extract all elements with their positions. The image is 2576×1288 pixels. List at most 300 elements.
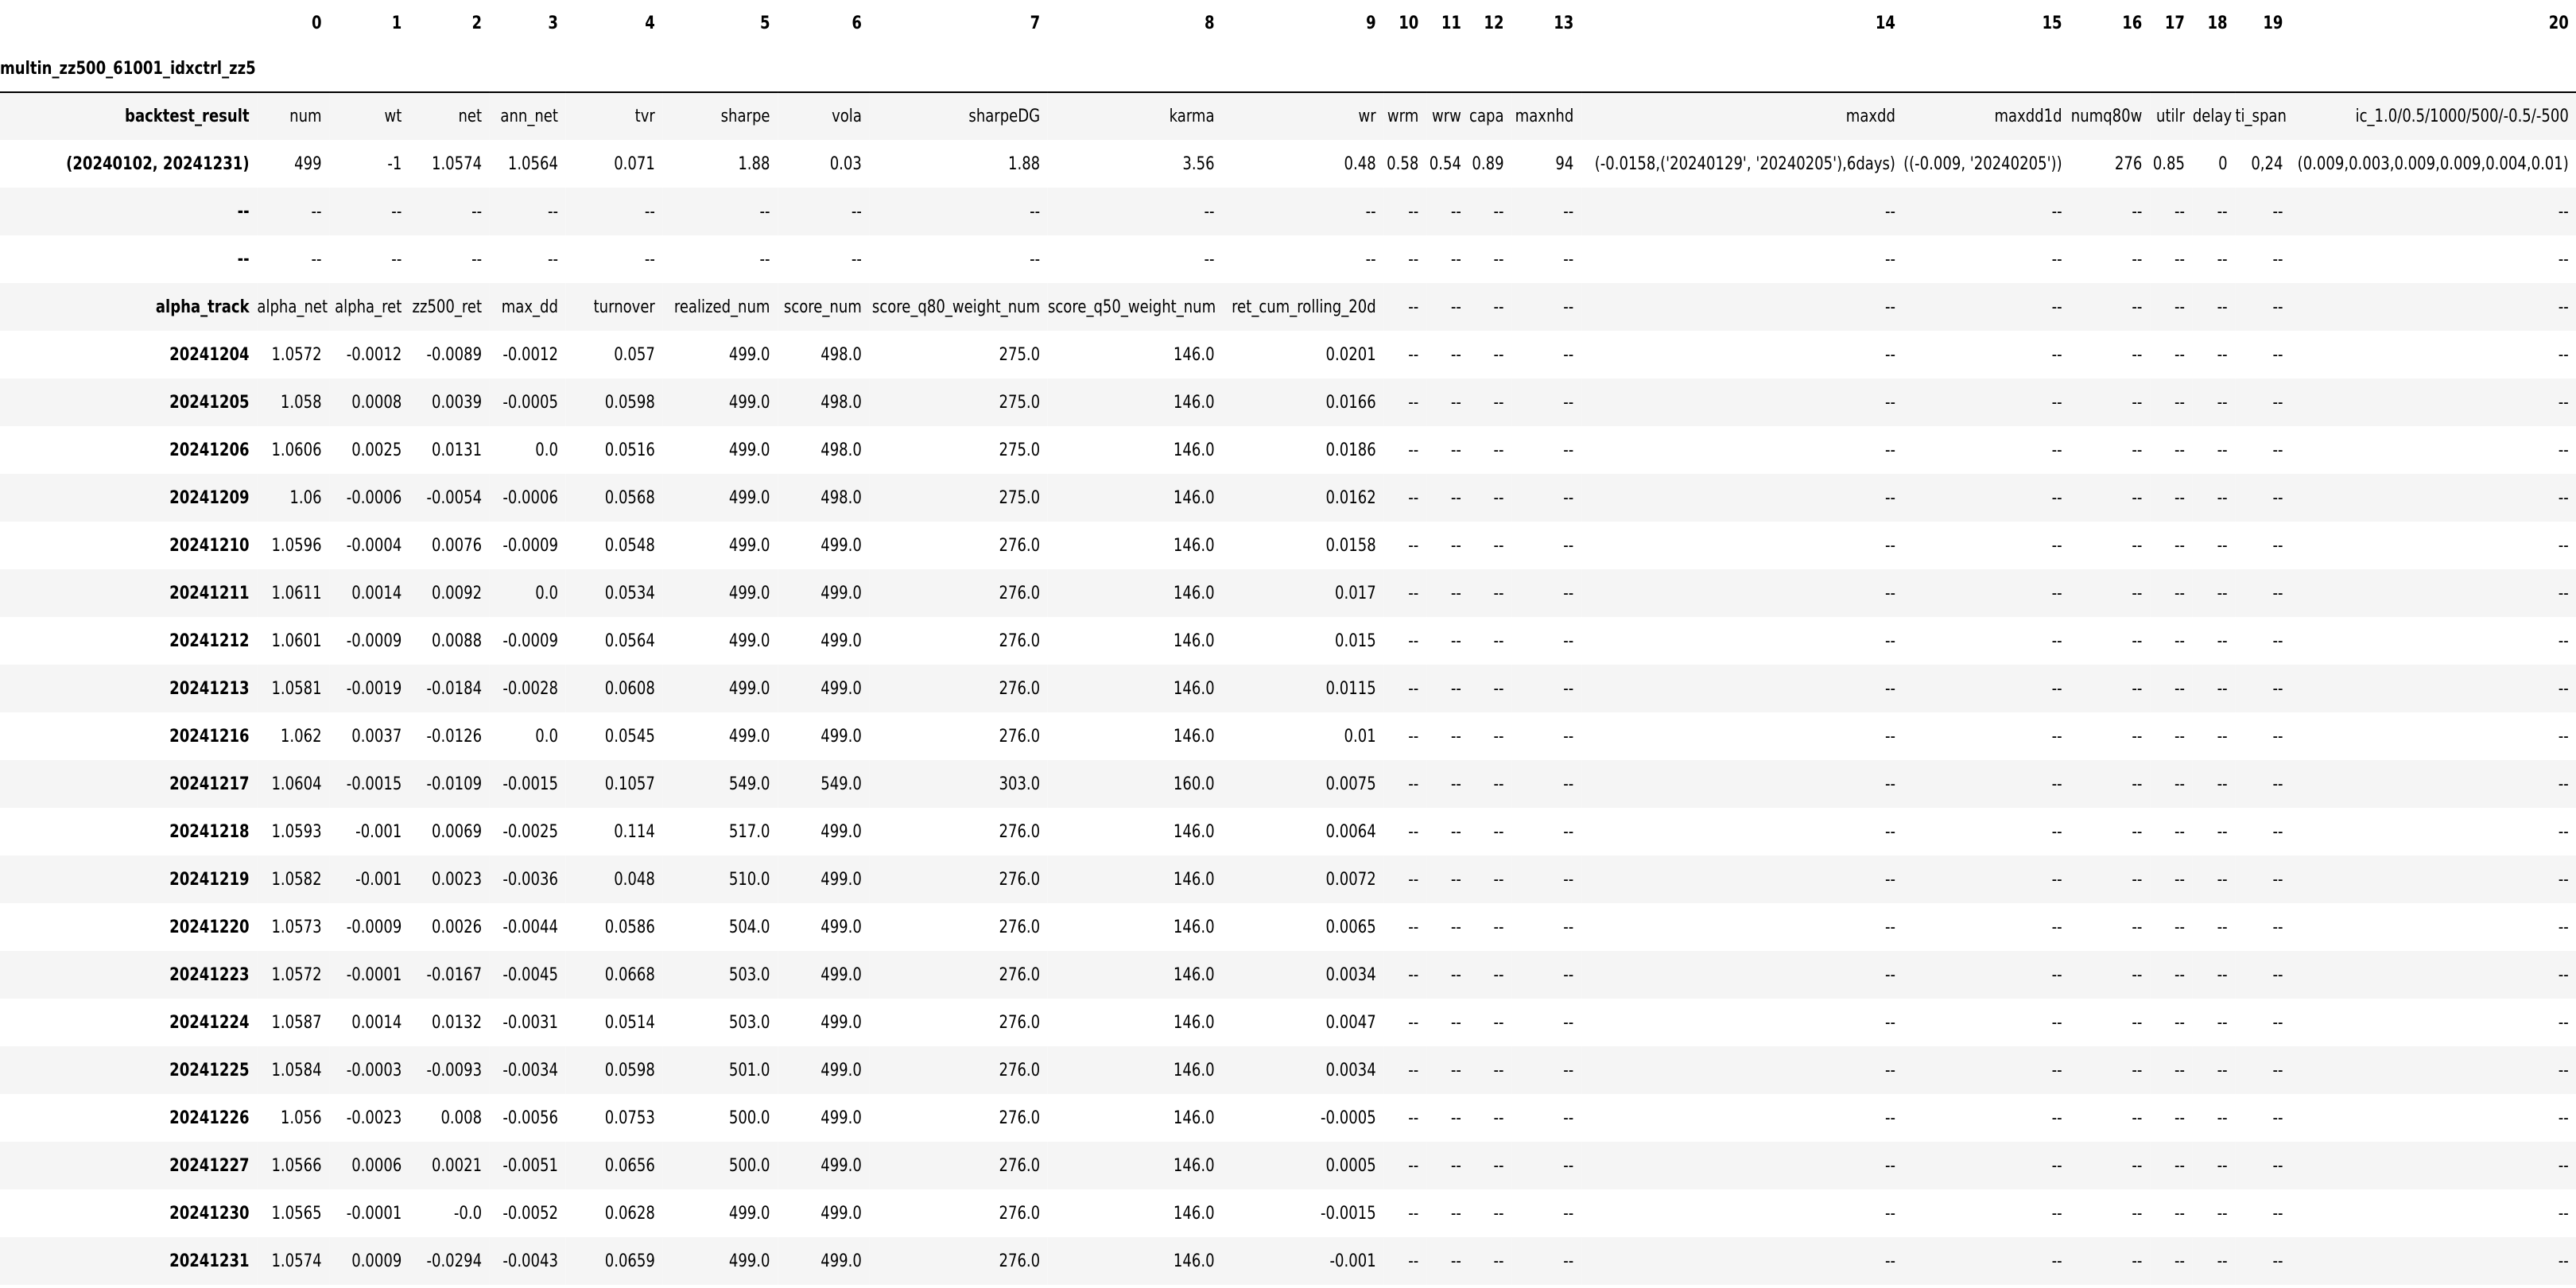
table-cell: --	[1884, 821, 1895, 842]
table-cell: 1.058	[280, 392, 322, 413]
table-cell: 1.06	[289, 487, 322, 508]
table-cell: --	[1493, 440, 1504, 460]
table-cell: 504.0	[728, 917, 770, 937]
table-cell: 1.0596	[271, 535, 322, 556]
table-row	[0, 283, 2576, 331]
table-cell: --	[2051, 440, 2062, 460]
table-cell: --	[2272, 726, 2283, 747]
table-cell: --	[2272, 1108, 2283, 1128]
row-index-label: 20241230	[169, 1203, 250, 1224]
table-cell: net	[458, 107, 483, 126]
table-cell: --	[2174, 1155, 2185, 1176]
table-cell: --	[1450, 392, 1461, 413]
table-cell: --	[1493, 630, 1504, 651]
table-cell: 1.056	[280, 1108, 322, 1128]
table-cell: 0.0034	[1325, 1060, 1376, 1080]
table-cell: 146.0	[1173, 726, 1215, 747]
table-cell: --	[471, 201, 483, 222]
table-cell: 275.0	[999, 440, 1041, 460]
table-cell: -0.0019	[346, 678, 402, 699]
row-index-label: 20241231	[169, 1251, 250, 1271]
table-cell: --	[2174, 535, 2185, 556]
table-cell: -0.0001	[346, 964, 402, 985]
table-cell: --	[1365, 249, 1376, 270]
table-cell: --	[2174, 678, 2185, 699]
table-cell: 1.0593	[271, 821, 322, 842]
table-cell: 0.0005	[1325, 1155, 1376, 1176]
table-cell: 499.0	[728, 440, 770, 460]
table-cell: --	[2132, 201, 2143, 222]
table-cell: --	[2272, 821, 2283, 842]
table-cell: 0.0	[535, 726, 558, 747]
table-cell: --	[547, 249, 558, 270]
row-index-label: --	[237, 249, 250, 270]
table-cell: -0.0009	[502, 630, 558, 651]
table-cell: 499.0	[728, 487, 770, 508]
table-cell: 276.0	[999, 1060, 1041, 1080]
table-cell: --	[2558, 821, 2569, 842]
table-cell: --	[1884, 297, 1895, 317]
table-cell: maxnhd	[1515, 107, 1574, 126]
table-cell: --	[2174, 487, 2185, 508]
table-cell: 146.0	[1173, 1108, 1215, 1128]
table-cell: 499.0	[728, 583, 770, 603]
table-cell: --	[2272, 1060, 2283, 1080]
table-cell: --	[1884, 440, 1895, 460]
table-cell: 0.015	[1335, 630, 1376, 651]
table-cell: --	[2132, 774, 2143, 794]
table-cell: --	[2132, 440, 2143, 460]
table-cell: --	[1884, 917, 1895, 937]
table-cell: 146.0	[1173, 344, 1215, 365]
table-cell: --	[1563, 1012, 1574, 1033]
table-cell: --	[2051, 726, 2062, 747]
table-cell: --	[2558, 774, 2569, 794]
column-header: 17	[2164, 13, 2185, 33]
table-cell: --	[1563, 297, 1574, 317]
row-index-label: 20241217	[169, 774, 250, 794]
table-cell: maxdd	[1845, 107, 1895, 126]
table-cell: --	[2217, 1108, 2228, 1128]
table-cell: --	[2272, 392, 2283, 413]
table-cell: --	[1450, 344, 1461, 365]
table-cell: --	[2132, 249, 2143, 270]
table-cell: turnover	[593, 297, 655, 317]
table-cell: --	[2272, 964, 2283, 985]
table-cell: -0.0126	[426, 726, 483, 747]
table-cell: 276.0	[999, 1203, 1041, 1224]
table-cell: 276.0	[999, 1251, 1041, 1271]
column-header: 4	[645, 13, 655, 33]
row-index-label: 20241204	[169, 344, 250, 365]
table-cell: 1.88	[738, 153, 770, 174]
table-cell: --	[2174, 726, 2185, 747]
table-cell: 0.58	[1387, 153, 1419, 174]
table-cell: -0.0167	[426, 964, 483, 985]
table-cell: 1.0606	[271, 440, 322, 460]
table-cell: --	[2051, 201, 2062, 222]
table-cell: --	[1450, 297, 1461, 317]
table-cell: --	[644, 201, 655, 222]
table-cell: 0.0021	[431, 1155, 483, 1176]
table-cell: 275.0	[999, 344, 1041, 365]
table-cell: --	[2272, 869, 2283, 890]
table-cell: -0.001	[355, 869, 402, 890]
table-row	[0, 1142, 2576, 1189]
table-cell: --	[2174, 1012, 2185, 1033]
table-cell: maxdd1d	[1994, 107, 2062, 126]
table-cell: -0.001	[355, 821, 402, 842]
table-cell: alpha_net	[257, 297, 328, 317]
table-cell: --	[2132, 630, 2143, 651]
table-cell: --	[2558, 1060, 2569, 1080]
table-cell: 0,24	[2251, 153, 2283, 174]
table-cell: --	[1884, 583, 1895, 603]
table-cell: --	[1563, 249, 1574, 270]
table-cell: --	[391, 201, 402, 222]
table-cell: --	[2217, 201, 2228, 222]
table-cell: --	[1563, 964, 1574, 985]
table-cell: 276.0	[999, 726, 1041, 747]
column-header: 7	[1030, 13, 1041, 33]
table-cell: 498.0	[821, 344, 862, 365]
table-cell: 0.85	[2152, 153, 2185, 174]
table-cell: --	[1365, 201, 1376, 222]
column-header-row	[0, 0, 2576, 46]
table-cell: 0.0009	[351, 1251, 402, 1271]
table-cell: -0.0015	[1321, 1203, 1376, 1224]
table-cell: 276.0	[999, 1012, 1041, 1033]
table-cell: --	[1450, 1108, 1461, 1128]
table-cell: 0.0008	[351, 392, 402, 413]
table-cell: --	[1884, 1203, 1895, 1224]
table-cell: 0.48	[1344, 153, 1376, 174]
table-cell: (0.009,0.003,0.009,0.009,0.004,0.01)	[2297, 153, 2569, 174]
table-cell: -0.0009	[346, 917, 402, 937]
table-cell: --	[2132, 726, 2143, 747]
table-cell: --	[1563, 917, 1574, 937]
table-cell: --	[2174, 630, 2185, 651]
table-cell: --	[1450, 1203, 1461, 1224]
table-cell: wt	[384, 107, 402, 126]
table-cell: --	[1563, 1060, 1574, 1080]
table-cell: 0.0753	[604, 1108, 655, 1128]
table-cell: 276	[2114, 153, 2143, 174]
table-cell: --	[1493, 726, 1504, 747]
table-cell: --	[1493, 1251, 1504, 1271]
table-cell: 146.0	[1173, 1012, 1215, 1033]
table-cell: --	[1493, 201, 1504, 222]
table-cell: -0.0052	[502, 1203, 558, 1224]
table-cell: -0.0001	[346, 1203, 402, 1224]
table-cell: --	[2272, 1012, 2283, 1033]
table-cell: 1.0601	[271, 630, 322, 651]
table-cell: --	[1493, 249, 1504, 270]
table-cell: --	[851, 201, 862, 222]
table-cell: --	[1493, 1108, 1504, 1128]
table-cell: --	[2272, 583, 2283, 603]
table-cell: --	[2558, 1155, 2569, 1176]
table-cell: --	[1408, 583, 1419, 603]
table-cell: 146.0	[1173, 917, 1215, 937]
table-cell: --	[2051, 1251, 2062, 1271]
table-cell: -0.001	[1329, 1251, 1376, 1271]
table-cell: 1.0584	[271, 1060, 322, 1080]
index-name-row-fill	[257, 46, 2576, 92]
table-cell: --	[2051, 964, 2062, 985]
column-header: 1	[391, 13, 402, 33]
table-cell: --	[1884, 1060, 1895, 1080]
table-cell: --	[2132, 821, 2143, 842]
table-cell: 276.0	[999, 821, 1041, 842]
table-cell: 499.0	[728, 1251, 770, 1271]
table-cell: 0.0668	[604, 964, 655, 985]
table-cell: --	[1563, 201, 1574, 222]
table-cell: --	[2558, 964, 2569, 985]
table-cell: alpha_ret	[335, 297, 402, 317]
table-cell: 146.0	[1173, 630, 1215, 651]
table-cell: --	[1884, 869, 1895, 890]
table-cell: --	[2272, 249, 2283, 270]
table-cell: --	[1204, 249, 1215, 270]
row-index-label: 20241223	[169, 964, 250, 985]
table-cell: 0.0075	[1325, 774, 1376, 794]
table-row	[0, 617, 2576, 665]
table-cell: -0.0023	[346, 1108, 402, 1128]
table-cell: 1.0573	[271, 917, 322, 937]
table-cell: --	[2217, 1251, 2228, 1271]
table-cell: --	[1408, 678, 1419, 699]
table-cell: sharpe	[720, 107, 770, 126]
column-header: 11	[1441, 13, 1461, 33]
table-cell: --	[1563, 487, 1574, 508]
table-cell: --	[2217, 821, 2228, 842]
table-cell: 499.0	[821, 1251, 862, 1271]
table-cell: --	[1563, 1251, 1574, 1271]
table-cell: wrm	[1387, 107, 1419, 126]
row-index-label: backtest_result	[125, 107, 250, 126]
table-cell: --	[2272, 917, 2283, 937]
table-cell: --	[1563, 630, 1574, 651]
table-cell: 0.057	[614, 344, 655, 365]
table-cell: score_q50_weight_num	[1047, 297, 1216, 317]
table-cell: 0.0006	[351, 1155, 402, 1176]
table-row	[0, 331, 2576, 378]
table-cell: --	[2051, 1012, 2062, 1033]
table-cell: 0.0064	[1325, 821, 1376, 842]
table-cell: --	[2051, 630, 2062, 651]
table-cell: ret_cum_rolling_20d	[1232, 297, 1376, 317]
table-cell: 1.0582	[271, 869, 322, 890]
table-cell: realized_num	[673, 297, 770, 317]
table-cell: --	[1450, 917, 1461, 937]
table-cell: 499.0	[821, 726, 862, 747]
table-cell: --	[311, 249, 322, 270]
table-cell: 146.0	[1173, 1060, 1215, 1080]
table-row	[0, 951, 2576, 999]
table-cell: --	[2558, 201, 2569, 222]
table-cell: 0.0162	[1325, 487, 1376, 508]
table-cell: --	[1493, 344, 1504, 365]
table-cell: --	[1450, 583, 1461, 603]
table-cell: --	[2217, 1060, 2228, 1080]
table-cell: 0.048	[614, 869, 655, 890]
table-cell: --	[2272, 297, 2283, 317]
table-row	[0, 569, 2576, 617]
table-cell: 0.0186	[1325, 440, 1376, 460]
table-cell: --	[1493, 1012, 1504, 1033]
table-cell: --	[2174, 1203, 2185, 1224]
table-cell: --	[1450, 869, 1461, 890]
table-cell: --	[1408, 821, 1419, 842]
table-cell: 0.1057	[604, 774, 655, 794]
table-cell: --	[1408, 630, 1419, 651]
table-cell: 0	[2218, 153, 2228, 174]
table-cell: 0.0166	[1325, 392, 1376, 413]
table-cell: --	[1563, 1203, 1574, 1224]
table-cell: 0.0014	[351, 583, 402, 603]
table-cell: -0.0009	[346, 630, 402, 651]
table-cell: 0.89	[1472, 153, 1504, 174]
column-header: 8	[1204, 13, 1215, 33]
table-cell: --	[2217, 344, 2228, 365]
table-cell: 0.01	[1344, 726, 1376, 747]
table-cell: 146.0	[1173, 487, 1215, 508]
table-cell: --	[1563, 821, 1574, 842]
table-cell: 499.0	[728, 392, 770, 413]
table-cell: 0.0516	[604, 440, 655, 460]
table-cell: 0.0039	[431, 392, 483, 413]
table-cell: 146.0	[1173, 583, 1215, 603]
table-cell: 498.0	[821, 392, 862, 413]
table-cell: --	[1030, 249, 1041, 270]
table-cell: --	[2272, 201, 2283, 222]
table-cell: --	[2174, 1251, 2185, 1271]
table-cell: --	[759, 201, 770, 222]
table-cell: --	[1450, 774, 1461, 794]
table-cell: 549.0	[821, 774, 862, 794]
table-cell: --	[2051, 1060, 2062, 1080]
table-cell: --	[2174, 392, 2185, 413]
table-cell: tvr	[634, 107, 655, 126]
table-cell: --	[2132, 917, 2143, 937]
table-cell: -0.0012	[502, 344, 558, 365]
table-cell: 0.0088	[431, 630, 483, 651]
table-cell: -0.0044	[502, 917, 558, 937]
table-cell: -0.0089	[426, 344, 483, 365]
table-cell: 0.0115	[1325, 678, 1376, 699]
table-cell: 1.0565	[271, 1203, 322, 1224]
table-cell: 146.0	[1173, 1251, 1215, 1271]
table-cell: --	[2132, 1251, 2143, 1271]
table-cell: 510.0	[728, 869, 770, 890]
table-cell: --	[2174, 774, 2185, 794]
table-cell: 501.0	[728, 1060, 770, 1080]
table-cell: 276.0	[999, 1155, 1041, 1176]
table-cell: --	[2051, 487, 2062, 508]
table-cell: --	[1450, 1155, 1461, 1176]
table-cell: --	[2217, 917, 2228, 937]
row-index-label: 20241209	[169, 487, 250, 508]
table-cell: 0.0534	[604, 583, 655, 603]
table-cell: --	[1493, 774, 1504, 794]
table-cell: -0.0005	[502, 392, 558, 413]
table-cell: -0.0003	[346, 1060, 402, 1080]
table-cell: --	[2217, 630, 2228, 651]
table-cell: --	[547, 201, 558, 222]
row-index-label: 20241227	[169, 1155, 250, 1176]
table-cell: 146.0	[1173, 535, 1215, 556]
table-cell: --	[1408, 1203, 1419, 1224]
table-cell: --	[2217, 392, 2228, 413]
table-cell: --	[1884, 630, 1895, 651]
row-index-label: 20241212	[169, 630, 250, 651]
row-index-label: (20240102, 20241231)	[66, 153, 250, 174]
table-cell: --	[2558, 440, 2569, 460]
table-cell: --	[1408, 1012, 1419, 1033]
table-cell: --	[2558, 487, 2569, 508]
column-header: 19	[2263, 13, 2283, 33]
table-cell: --	[1493, 869, 1504, 890]
table-row	[0, 474, 2576, 522]
table-cell: --	[2558, 392, 2569, 413]
table-cell: --	[1884, 774, 1895, 794]
table-cell: 0.008	[440, 1108, 483, 1128]
column-header: 6	[852, 13, 862, 33]
table-cell: 0.0037	[351, 726, 402, 747]
table-cell: -0.0009	[502, 535, 558, 556]
table-cell: 499.0	[821, 678, 862, 699]
table-cell: 0.0132	[431, 1012, 483, 1033]
table-cell: 0.017	[1335, 583, 1376, 603]
table-cell: --	[2272, 487, 2283, 508]
table-body	[0, 92, 2576, 1285]
table-cell: -0.0034	[502, 1060, 558, 1080]
table-cell: 499.0	[821, 1203, 862, 1224]
table-cell: --	[2558, 535, 2569, 556]
table-cell: 276.0	[999, 1108, 1041, 1128]
table-cell: -0.0015	[502, 774, 558, 794]
table-cell: --	[2132, 344, 2143, 365]
table-row	[0, 760, 2576, 808]
table-cell: vola	[832, 107, 862, 126]
table-cell: sharpeDG	[968, 107, 1041, 126]
table-cell: 0.0034	[1325, 964, 1376, 985]
table-cell: --	[1450, 964, 1461, 985]
table-cell: -0.0109	[426, 774, 483, 794]
table-cell: -0.0012	[346, 344, 402, 365]
table-cell: -0.0	[453, 1203, 483, 1224]
table-cell: 0.0069	[431, 821, 483, 842]
table-cell: 1.0574	[271, 1251, 322, 1271]
table-cell: -1	[387, 153, 402, 174]
table-cell: 0.0014	[351, 1012, 402, 1033]
table-cell: 0.0201	[1325, 344, 1376, 365]
table-cell: --	[1408, 1155, 1419, 1176]
table-cell: --	[1563, 1155, 1574, 1176]
table-cell: --	[2217, 1155, 2228, 1176]
table-cell: 160.0	[1173, 774, 1215, 794]
table-cell: numq80w	[2070, 107, 2143, 126]
table-cell: wrw	[1432, 107, 1461, 126]
table-cell: --	[1493, 917, 1504, 937]
table-cell: 0.0598	[604, 392, 655, 413]
table-cell: --	[1408, 392, 1419, 413]
table-cell: 0.114	[614, 821, 655, 842]
table-cell: num	[289, 107, 322, 126]
table-cell: delay	[2192, 107, 2233, 126]
table-cell: --	[1408, 917, 1419, 937]
